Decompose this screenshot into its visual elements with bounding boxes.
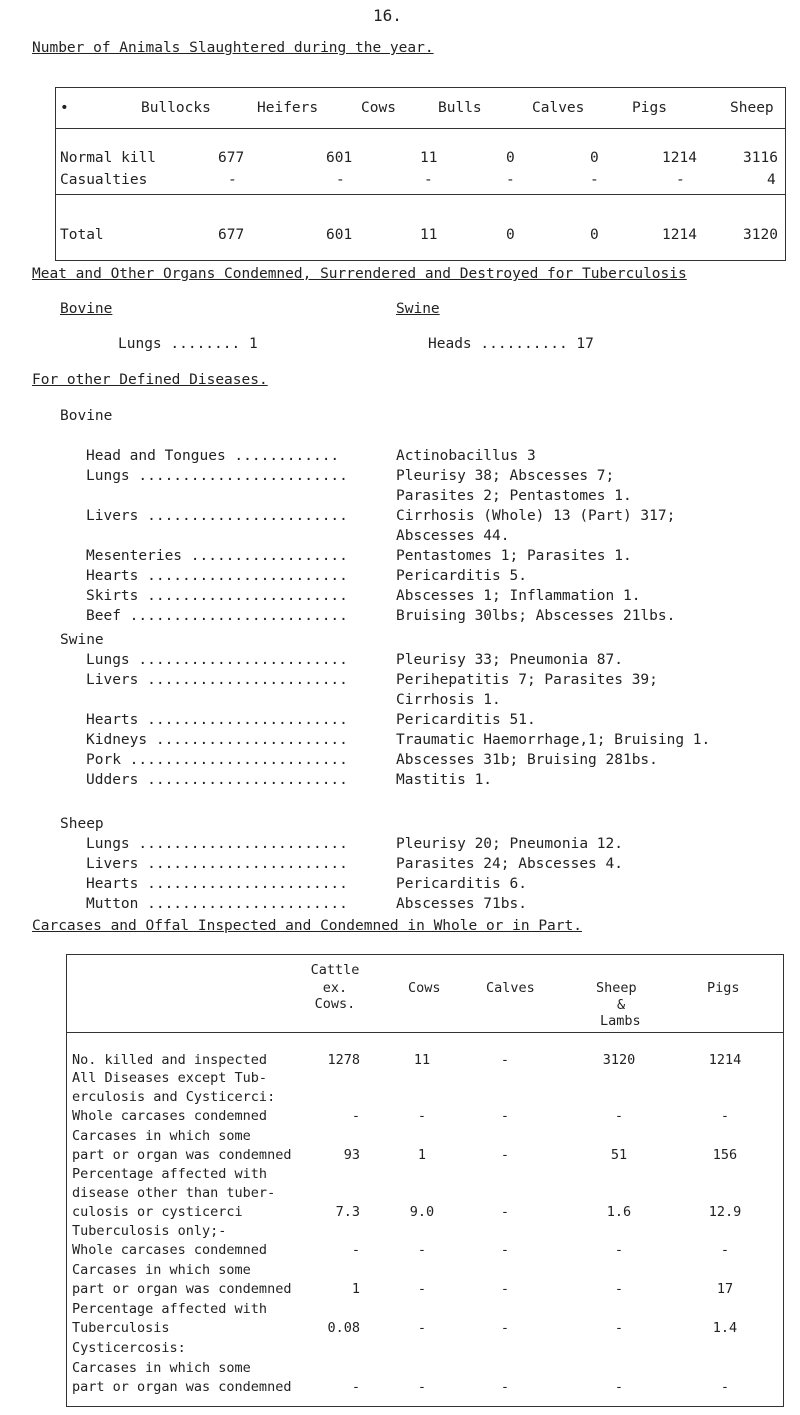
t2-row-label: Carcases in which some [72,1262,251,1278]
swine-item-label: Udders ....................... [86,772,348,788]
t2-cell: - [500,1052,510,1068]
t2-cell: 17 [716,1281,734,1297]
t2-row-label: Whole carcases condemned [72,1242,268,1258]
sheep-item-value: Parasites 24; Abscesses 4. [396,856,623,872]
t2-cell: 156 [712,1147,738,1163]
t2-cell: 0.08 [327,1320,360,1336]
swine-heading: Swine [60,632,104,648]
t2-row-label: Tuberculosis only;- [72,1223,227,1239]
t2-cell: - [720,1108,730,1124]
title-animals-slaughtered: Number of Animals Slaughtered during the year. [32,40,434,56]
sheep-item-label: Mutton ....................... [86,896,348,912]
t1-cell: 601 [326,150,353,166]
t2-cell: - [500,1204,510,1220]
t1-cell: - [424,172,433,188]
t2-header-ampersand: & [617,997,626,1013]
page-number: 16. [373,6,402,25]
bovine-item-value-cont: Abscesses 44. [396,528,510,544]
t2-header-sheep: Sheep [596,980,637,996]
t1-row-label: Casualties [60,172,148,188]
t2-cell: - [351,1379,360,1395]
t1-corner-mark: • [60,100,69,116]
bovine-item-value: Cirrhosis (Whole) 13 (Part) 317; [396,508,676,524]
swine-item-label: Pork ......................... [86,752,348,768]
t2-row-label: No. killed and inspected [72,1052,268,1068]
bovine-item-value: Pentastomes 1; Parasites 1. [396,548,632,564]
t1-cell: 0 [590,227,599,243]
swine-item-value: Pericarditis 51. [396,712,536,728]
t1-cell: - [676,172,685,188]
t2-header-cattle: Cattle [310,962,360,978]
t2-cell: 1278 [327,1052,360,1068]
t2-cell: 93 [343,1147,360,1163]
t2-row-label: disease other than tuber- [72,1185,276,1201]
bovine-item-label: Livers ....................... [86,508,348,524]
bovine-item-value-cont: Parasites 2; Pentastomes 1. [396,488,632,504]
bovine-item-value: Bruising 30lbs; Abscesses 21lbs. [396,608,676,624]
t2-cell: - [351,1242,360,1258]
t1-header-calves: Calves [532,100,585,116]
t2-row-label: erculosis and Cysticerci: [72,1089,276,1105]
bovine-item-value: Pleurisy 38; Abscesses 7; [396,468,615,484]
tb-swine-heads: Heads .......... 17 [428,336,594,352]
t2-cell: 9.0 [409,1204,435,1220]
t1-cell: 11 [420,227,438,243]
t1-cell: 3120 [743,227,778,243]
t2-cell: 3120 [602,1052,636,1068]
t2-row-label: Whole carcases condemned [72,1108,268,1124]
swine-item-label: Hearts ....................... [86,712,348,728]
t2-cell: 11 [413,1052,431,1068]
swine-item-value: Abscesses 31b; Bruising 281bs. [396,752,658,768]
t1-cell: - [228,172,237,188]
t2-cell: - [417,1242,427,1258]
t1-cell: 0 [506,150,515,166]
t2-cell: - [614,1108,624,1124]
title-other-diseases: For other Defined Diseases. [32,372,268,388]
t2-row-label: Tuberculosis [72,1320,170,1336]
t1-cell: - [590,172,599,188]
swine-item-value: Traumatic Haemorrhage,1; Bruising 1. [396,732,711,748]
swine-item-label: Lungs ........................ [86,652,348,668]
t1-cell: 601 [326,227,353,243]
t2-row-label: All Diseases except Tub- [72,1070,268,1086]
t2-row-label: Carcases in which some [72,1128,251,1144]
swine-item-label: Kidneys ...................... [86,732,348,748]
t2-cell: - [500,1379,510,1395]
t2-cell: 1 [351,1281,360,1297]
t2-cell: - [500,1281,510,1297]
swine-item-value-cont: Cirrhosis 1. [396,692,501,708]
title-carcases-inspected: Carcases and Offal Inspected and Condemned in Whole or in Part. [32,918,582,934]
t1-row-label: Normal kill [60,150,157,166]
t2-row-label: Cysticercosis: [72,1340,186,1356]
t2-row-label: Percentage affected with [72,1166,268,1182]
t2-header-cows: Cows [408,980,441,996]
swine-item-value: Pleurisy 33; Pneumonia 87. [396,652,623,668]
sheep-heading: Sheep [60,816,104,832]
sheep-item-value: Pleurisy 20; Pneumonia 12. [396,836,623,852]
t2-cell: 1.4 [712,1320,738,1336]
t1-header-pigs: Pigs [632,100,667,116]
t2-header-lambs: Lambs [600,1013,641,1029]
t1-row-label: Total [60,227,104,243]
bovine-item-label: Head and Tongues ............ [86,448,340,464]
bovine-item-label: Lungs ........................ [86,468,348,484]
title-tuberculosis: Meat and Other Organs Condemned, Surrendered and Destroyed for Tuberculosis [32,266,687,282]
swine-item-value: Mastitis 1. [396,772,493,788]
t2-cell: - [417,1320,427,1336]
t2-cell: - [500,1108,510,1124]
t2-row-label: part or organ was condemned [72,1281,292,1297]
t2-cell: 51 [610,1147,628,1163]
t2-cell: 1.6 [606,1204,632,1220]
t1-cell: 1214 [662,150,697,166]
tb-swine-heading: Swine [396,301,440,317]
swine-item-label: Livers ....................... [86,672,348,688]
t1-cell: 0 [590,150,599,166]
sheep-item-label: Lungs ........................ [86,836,348,852]
t1-cell: - [336,172,345,188]
sheep-item-label: Hearts ....................... [86,876,348,892]
t2-cell: - [417,1281,427,1297]
t1-cell: 677 [218,150,245,166]
swine-item-value: Perihepatitis 7; Parasites 39; [396,672,658,688]
t1-header-bullocks: Bullocks [141,100,211,116]
t1-cell: 4 [767,172,776,188]
t2-cell: - [720,1379,730,1395]
t1-header-sheep: Sheep [730,100,774,116]
bovine-item-value: Actinobacillus 3 [396,448,536,464]
bovine-item-label: Beef ......................... [86,608,348,624]
t2-cell: 1 [417,1147,427,1163]
t1-cell: 1214 [662,227,697,243]
t2-cell: - [351,1108,360,1124]
bovine-item-value: Pericarditis 5. [396,568,527,584]
sheep-item-value: Abscesses 71bs. [396,896,527,912]
t1-header-cows: Cows [361,100,396,116]
bovine-item-label: Skirts ....................... [86,588,348,604]
t2-cell: - [614,1379,624,1395]
t2-cell: - [614,1242,624,1258]
sheep-item-value: Pericarditis 6. [396,876,527,892]
bovine-item-label: Mesenteries .................. [86,548,348,564]
t2-cell: - [417,1108,427,1124]
t2-cell: 12.9 [708,1204,742,1220]
t1-cell: 677 [218,227,245,243]
t1-cell: 0 [506,227,515,243]
t2-row-label: Carcases in which some [72,1360,251,1376]
t1-cell: 3116 [743,150,778,166]
sheep-item-label: Livers ....................... [86,856,348,872]
t2-cell: - [417,1379,427,1395]
tb-bovine-heading: Bovine [60,301,113,317]
t1-cell: - [506,172,515,188]
tb-bovine-lungs: Lungs ........ 1 [118,336,258,352]
t2-row-label: culosis or cysticerci [72,1204,243,1220]
t2-cell: - [500,1320,510,1336]
t2-header-cattle-ex: ex. [322,980,348,996]
bovine-heading: Bovine [60,408,113,424]
t2-cell: - [614,1320,624,1336]
t1-cell: 11 [420,150,438,166]
t2-header-cattle-cows: Cows. [314,996,356,1012]
t2-cell: - [614,1281,624,1297]
t1-header-bulls: Bulls [438,100,482,116]
t2-header-calves: Calves [486,980,535,996]
t2-header-pigs: Pigs [707,980,740,996]
t2-cell: - [500,1147,510,1163]
t2-cell: 7.3 [335,1204,360,1220]
t2-cell: - [720,1242,730,1258]
t1-header-heifers: Heifers [257,100,319,116]
bovine-item-value: Abscesses 1; Inflammation 1. [396,588,641,604]
t2-row-label: part or organ was condemned [72,1147,292,1163]
bovine-item-label: Hearts ....................... [86,568,348,584]
t2-cell: 1214 [708,1052,742,1068]
t2-row-label: part or organ was condemned [72,1379,292,1395]
t2-cell: - [500,1242,510,1258]
t2-row-label: Percentage affected with [72,1301,268,1317]
